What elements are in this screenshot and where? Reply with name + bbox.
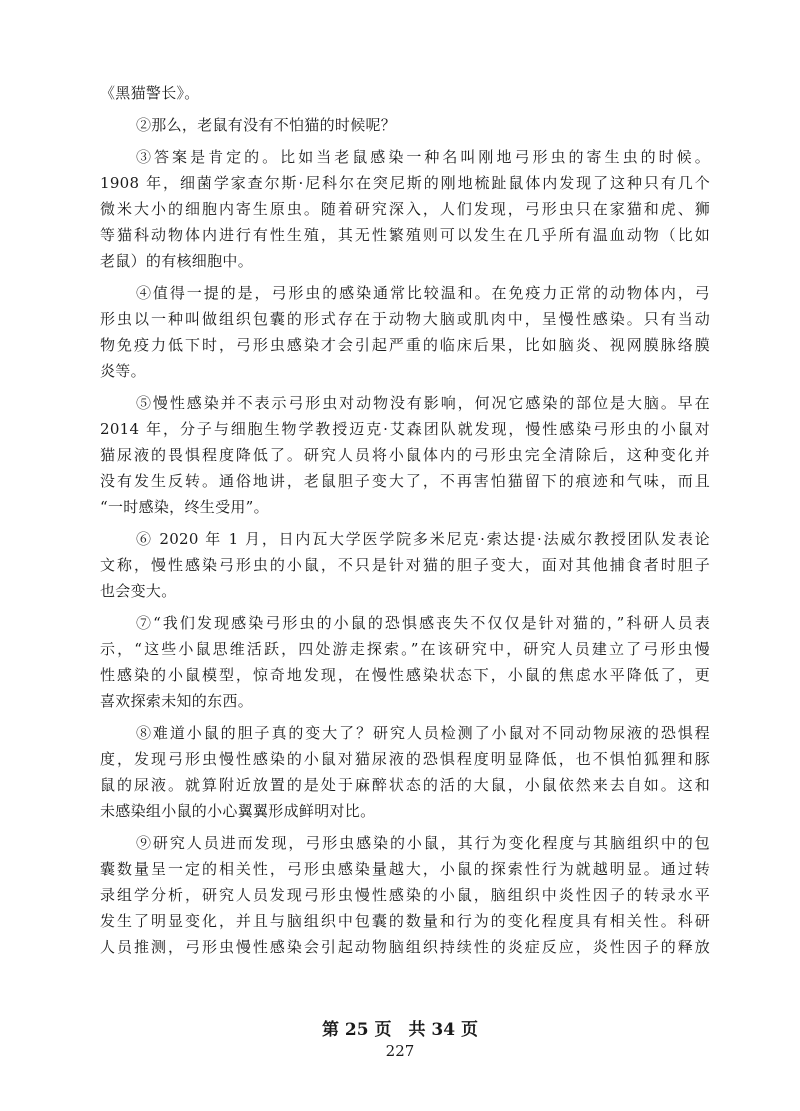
paragraph-8	[100, 720, 710, 824]
text-line: ③答案是肯定的。比如当老鼠感染一种名叫刚地弓形虫的寄生虫的时候。	[136, 148, 710, 166]
text-line: 也会变大。	[100, 582, 177, 600]
text-line: 未感染组小鼠的小心翼翼形成鲜明对比。	[100, 802, 376, 820]
text-line: 人员推测，弓形虫慢性感染会引起动物脑组织持续性的炎症反应，炎性因子的释放	[100, 938, 710, 956]
text-line: 2014 年，分子与细胞生物学教授迈克·艾森团队就发现，慢性感染弓形虫的小鼠对	[100, 420, 710, 438]
text-line: ⑦“我们发现感染弓形虫的小鼠的恐惧感丧失不仅仅是针对猫的，”科研人员表	[136, 614, 710, 632]
text-line: 示，“这些小鼠思维活跃，四处游走探索。”在该研究中，研究人员建立了弓形虫慢	[100, 640, 710, 658]
paragraph-2	[100, 112, 710, 138]
text-line: ②那么，老鼠有没有不怕猫的时候呢？	[136, 116, 397, 134]
text-line: 鼠的尿液。就算附近放置的是处于麻醉状态的活的大鼠，小鼠依然来去自如。这和	[100, 776, 710, 794]
text-line: 度，发现弓形虫慢性感染的小鼠对猫尿液的恐惧程度明显降低，也不惧怕狐狸和豚	[100, 750, 710, 768]
text-line: 猫尿液的畏惧程度降低了。研究人员将小鼠体内的弓形虫完全清除后，这种变化并	[100, 446, 710, 464]
text-line: 发生了明显变化，并且与脑组织中包囊的数量和行为的变化程度具有相关性。科研	[100, 912, 710, 930]
paragraph-6	[100, 526, 710, 604]
paragraph-3	[100, 144, 710, 274]
text-line: 微米大小的细胞内寄生原虫。随着研究深入，人们发现，弓形虫只在家猫和虎、狮	[100, 200, 710, 218]
text-line: 没有发生反转。通俗地讲，老鼠胆子变大了，不再害怕猫留下的痕迹和气味，而且	[100, 472, 710, 490]
text-line: ⑤慢性感染并不表示弓形虫对动物没有影响，何况它感染的部位是大脑。早在	[136, 394, 710, 412]
paragraph-7	[100, 610, 710, 714]
text-line: 文称，慢性感染弓形虫的小鼠，不只是针对猫的胆子变大，面对其他捕食者时胆子	[100, 556, 710, 574]
text-line: 等猫科动物体内进行有性生殖，其无性繁殖则可以发生在几乎所有温血动物（比如	[100, 226, 710, 244]
paragraph-5	[100, 390, 710, 520]
paragraph-4	[100, 280, 710, 384]
text-line: 《黑猫警长》。	[100, 84, 200, 102]
text-line: 囊数量呈一定的相关性，弓形虫感染量越大，小鼠的探索性行为就越明显。通过转	[100, 860, 710, 878]
text-line: 形虫以一种叫做组织包囊的形式存在于动物大脑或肌肉中，呈慢性感染。只有当动	[100, 310, 710, 328]
text-line: “一时感染，终生受用”。	[100, 498, 269, 516]
text-line: ⑨研究人员进而发现，弓形虫感染的小鼠，其行为变化程度与其脑组织中的包	[136, 834, 710, 852]
text-line: ⑧难道小鼠的胆子真的变大了？研究人员检测了小鼠对不同动物尿液的恐惧程	[136, 724, 710, 742]
page-indicator: 第 25 页 共 34 页	[322, 1020, 478, 1040]
text-line: 1908 年，细菌学家查尔斯·尼科尔在突尼斯的刚地梳趾鼠体内发现了这种只有几个	[100, 174, 710, 192]
paragraph-9	[100, 830, 710, 960]
text-line: 老鼠）的有核细胞中。	[100, 252, 254, 270]
paragraph-0	[100, 80, 710, 106]
page-number: 227	[385, 1042, 415, 1060]
text-line: 炎等。	[100, 362, 146, 380]
text-line: ④值得一提的是，弓形虫的感染通常比较温和。在免疫力正常的动物体内，弓	[136, 284, 710, 302]
text-line: ⑥ 2020 年 1 月，日内瓦大学医学院多米尼克·索达提·法威尔教授团队发表论	[136, 530, 710, 548]
text-line: 喜欢探索未知的东西。	[100, 692, 254, 710]
article-body	[100, 80, 710, 960]
text-line: 物免疫力低下时，弓形虫感染才会引起严重的临床后果，比如脑炎、视网膜脉络膜	[100, 336, 710, 354]
text-line: 录组学分析，研究人员发现弓形虫慢性感染的小鼠，脑组织中炎性因子的转录水平	[100, 886, 710, 904]
text-line: 性感染的小鼠模型，惊奇地发现，在慢性感染状态下，小鼠的焦虑水平降低了，更	[100, 666, 710, 684]
